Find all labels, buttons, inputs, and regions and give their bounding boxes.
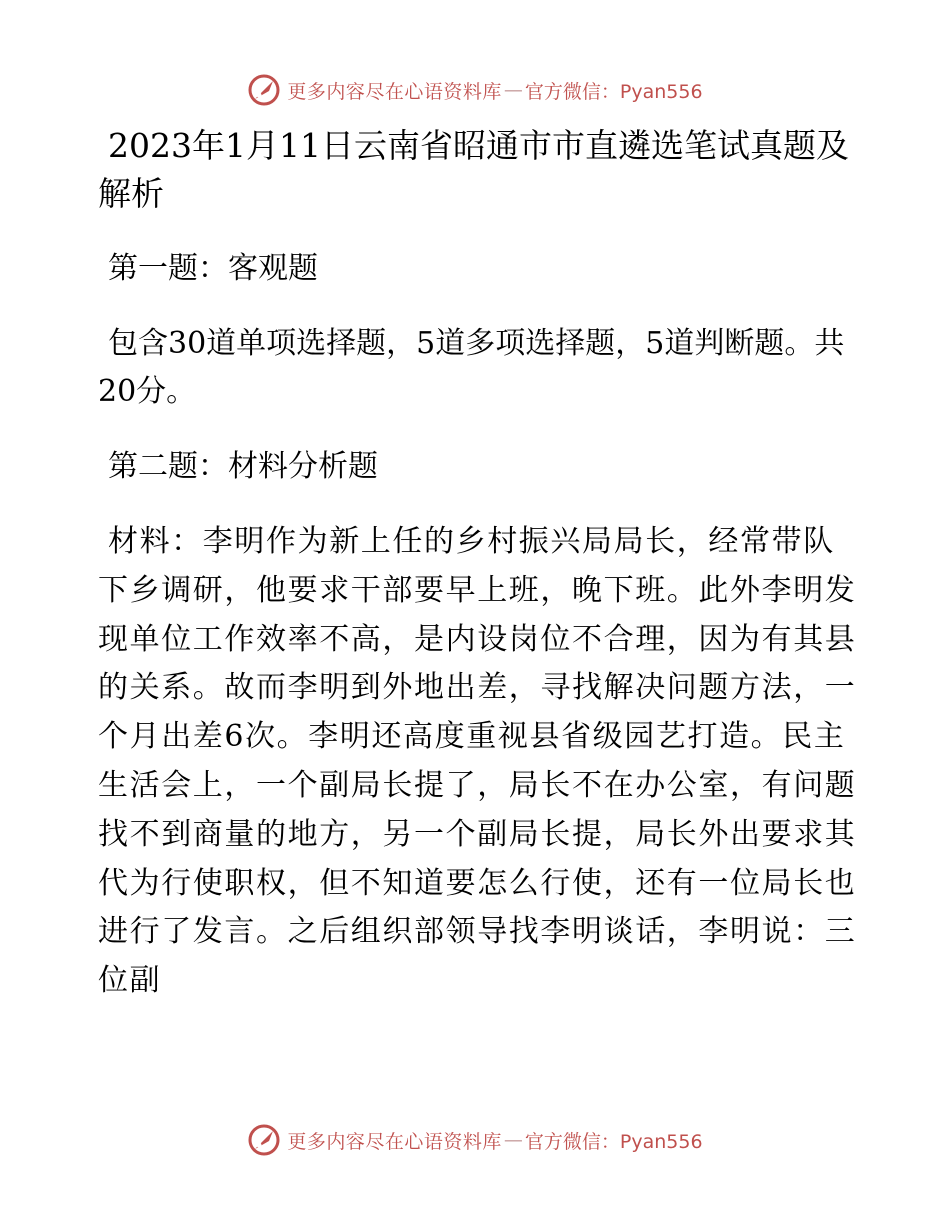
- quill-logo-icon: [247, 73, 281, 107]
- watermark-separator: —: [503, 79, 523, 101]
- section2-heading: 第二题：材料分析题: [108, 449, 378, 484]
- document-title: 2023年1月11日云南省昭通市市直遴选笔试真题及解析: [98, 126, 849, 213]
- watermark-separator: —: [503, 1129, 523, 1151]
- watermark-main-text: 更多内容尽在心语资料库: [287, 80, 502, 103]
- document-body: [98, 122, 858, 1006]
- footer-watermark: [0, 1120, 950, 1160]
- material-paragraph: 材料：李明作为新上任的乡村振兴局局长，经常带队下乡调研，他要求干部要早上班，晚下班。此外李明发现单位工作效率不高，是内设岗位不合理，因为有其县的关系。故而李明到外地出差，寻找解决问题方法，一个月出差6次。李明还高度重视县省级园艺打造。民主生活会上，一个副局长提了，局长不在办公室，有问题找不到商量的地方，另一个副局长提，局长外出要求其代为行使职权，但不知道要怎么行使，还有一位局长也进行了发言。之后组织部领导找李明谈话，李明说：三位副: [98, 524, 857, 999]
- section1-body: 包含30道单项选择题，5道多项选择题，5道判断题。共20分。: [98, 326, 845, 409]
- section1-heading: 第一题：客观题: [108, 251, 318, 286]
- quill-logo-icon: [247, 1123, 281, 1157]
- watermark-wechat-text: 官方微信：Pyan556: [524, 80, 703, 103]
- header-watermark: [0, 70, 950, 110]
- watermark-wechat-text: 官方微信：Pyan556: [524, 1130, 703, 1153]
- watermark-main-text: 更多内容尽在心语资料库: [287, 1130, 502, 1153]
